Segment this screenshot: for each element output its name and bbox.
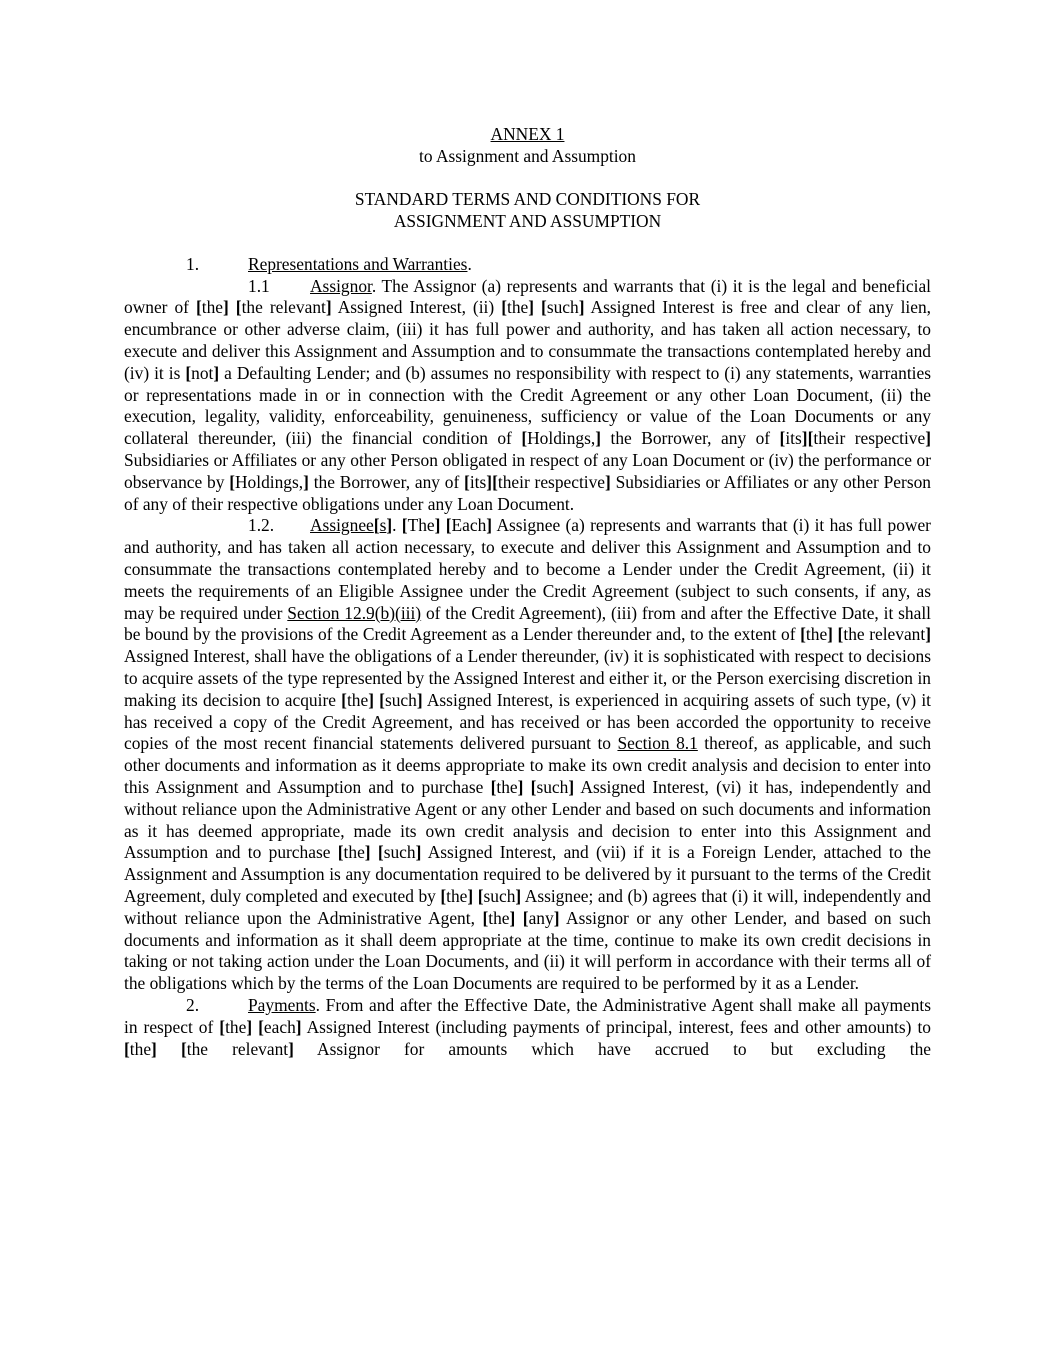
section-1-title: Representations and Warranties. <box>248 253 472 274</box>
document-title-line-2: ASSIGNMENT AND ASSUMPTION <box>393 210 662 231</box>
section-1-2-heading: Assignee[s] <box>310 515 393 536</box>
annex-title: ANNEX 1 <box>490 124 565 144</box>
document-page <box>124 124 931 1060</box>
section-2-paragraph: 2. Payments. From and after the Effective Date, the Administrative Agent shall make all payments in respect of [the] [each] Assigned Interest (including payments of principal, interest, fees and other amounts) to [the] [the relevant] Assignor for amounts which have accrued to but excluding the <box>124 994 931 1059</box>
section-8-1-reference: Section 8.1 <box>617 733 698 754</box>
section-1-number: 1. <box>186 253 200 274</box>
section-2-heading: Payments <box>248 994 316 1015</box>
section-2-number: 2. <box>186 994 200 1015</box>
section-1-2-number: 1.2. <box>248 515 275 536</box>
section-1-heading <box>124 254 931 276</box>
document-title-line-1: STANDARD TERMS AND CONDITIONS FOR <box>354 189 701 210</box>
section-1-1-heading: Assignor <box>310 275 372 296</box>
section-1-2-paragraph: 1.2. Assignee[s]. [The] [Each] Assignee (a) represents and warrants that (i) it has full power and authority, and has taken all action necessary, to execute and deliver this Assignment and Assumption and to consummate the transactions contemplated hereby and to become a Lender under the Credit Agreement, (ii) it meets the requirements of an Eligible Assignee under the Credit Agreement (subject to such consents, if any, as may be required under Section 12.9(b)(iii) of the Credit Agreement), (iii) from and after the Effective Date, it shall be bound by the provisions of the Credit Agreement as a Lender thereunder and, to the extent of [the] [the relevant] Assigned Interest, shall have the obligations of a Lender thereunder, (iv) it is sophisticated with respect to decisions to acquire assets of the type represented by the Assigned Interest and either it, or the Person exercising discretion in making its decision to acquire [the] [such] Assigned Interest, is experienced in acquiring assets of such type, (v) it has received a copy of the Credit Agreement, and has received or has been accorded the opportunity to receive copies of the most recent financial statements delivered pursuant to Section 8.1 thereof, as applicable, and such other documents and information as it deems appropriate to make its own credit analysis and decision to enter into this Assignment and Assumption and to purchase [the] [such] Assigned Interest, (vi) it has, independently and without reliance upon the Administrative Agent or any other Lender and based on such documents and information as it has deemed appropriate, made its own credit analysis and decision to enter into this Assignment and Assumption and to purchase [the] [such] Assigned Interest, and (vii) if it is a Foreign Lender, attached to the Assignment and Assumption is any documentation required to be delivered by it pursuant to the terms of the Credit Agreement, duly completed and executed by [the] [such] Assignee; and (b) agrees that (i) it will, independently and without reliance upon the Administrative Agent, [the] [any] Assignor or any other Lender, and based on such documents and information as it shall deem appropriate at the time, continue to make its own credit decisions in taking or not taking action under the Loan Documents, and (ii) it will perform in accordance with their terms all of the obligations which by the terms of the Loan Documents are required to be performed by it as a Lender. <box>124 515 932 994</box>
section-1-1-paragraph: 1.1 Assignor. The Assignor (a) represents and warrants that (i) it is the legal and beneficial owner of [the] [the relevant] Assigned Interest, (ii) [the] [such] Assigned Interest is free and clear of any lien, encumbrance or other adverse claim, (iii) it has full power and authority, and has taken all action necessary, to execute and deliver this Assignment and Assumption and to consummate the transactions contemplated hereby and (iv) it is [not] a Defaulting Lender; and (b) assumes no responsibility with respect to (i) any statements, warranties or representations made in or in connection with the Credit Agreement or any other Loan Document, (ii) the execution, legality, validity, enforceability, genuineness, sufficiency or value of the Loan Documents or any collateral thereunder, (iii) the financial condition of [Holdings,] the Borrower, any of [its][their respective] Subsidiaries or Affiliates or any other Person obligated in respect of any Loan Document or (iv) the performance or observance by [Holdings,] the Borrower, any of [its][their respective] Subsidiaries or Affiliates or any other Person of any of their respective obligations under any Loan Document. <box>124 275 931 514</box>
section-12-9-reference: Section 12.9(b)(iii) <box>287 602 422 623</box>
annex-subtitle: to Assignment and Assumption <box>419 145 636 166</box>
section-1-1-number: 1.1 <box>248 275 270 296</box>
